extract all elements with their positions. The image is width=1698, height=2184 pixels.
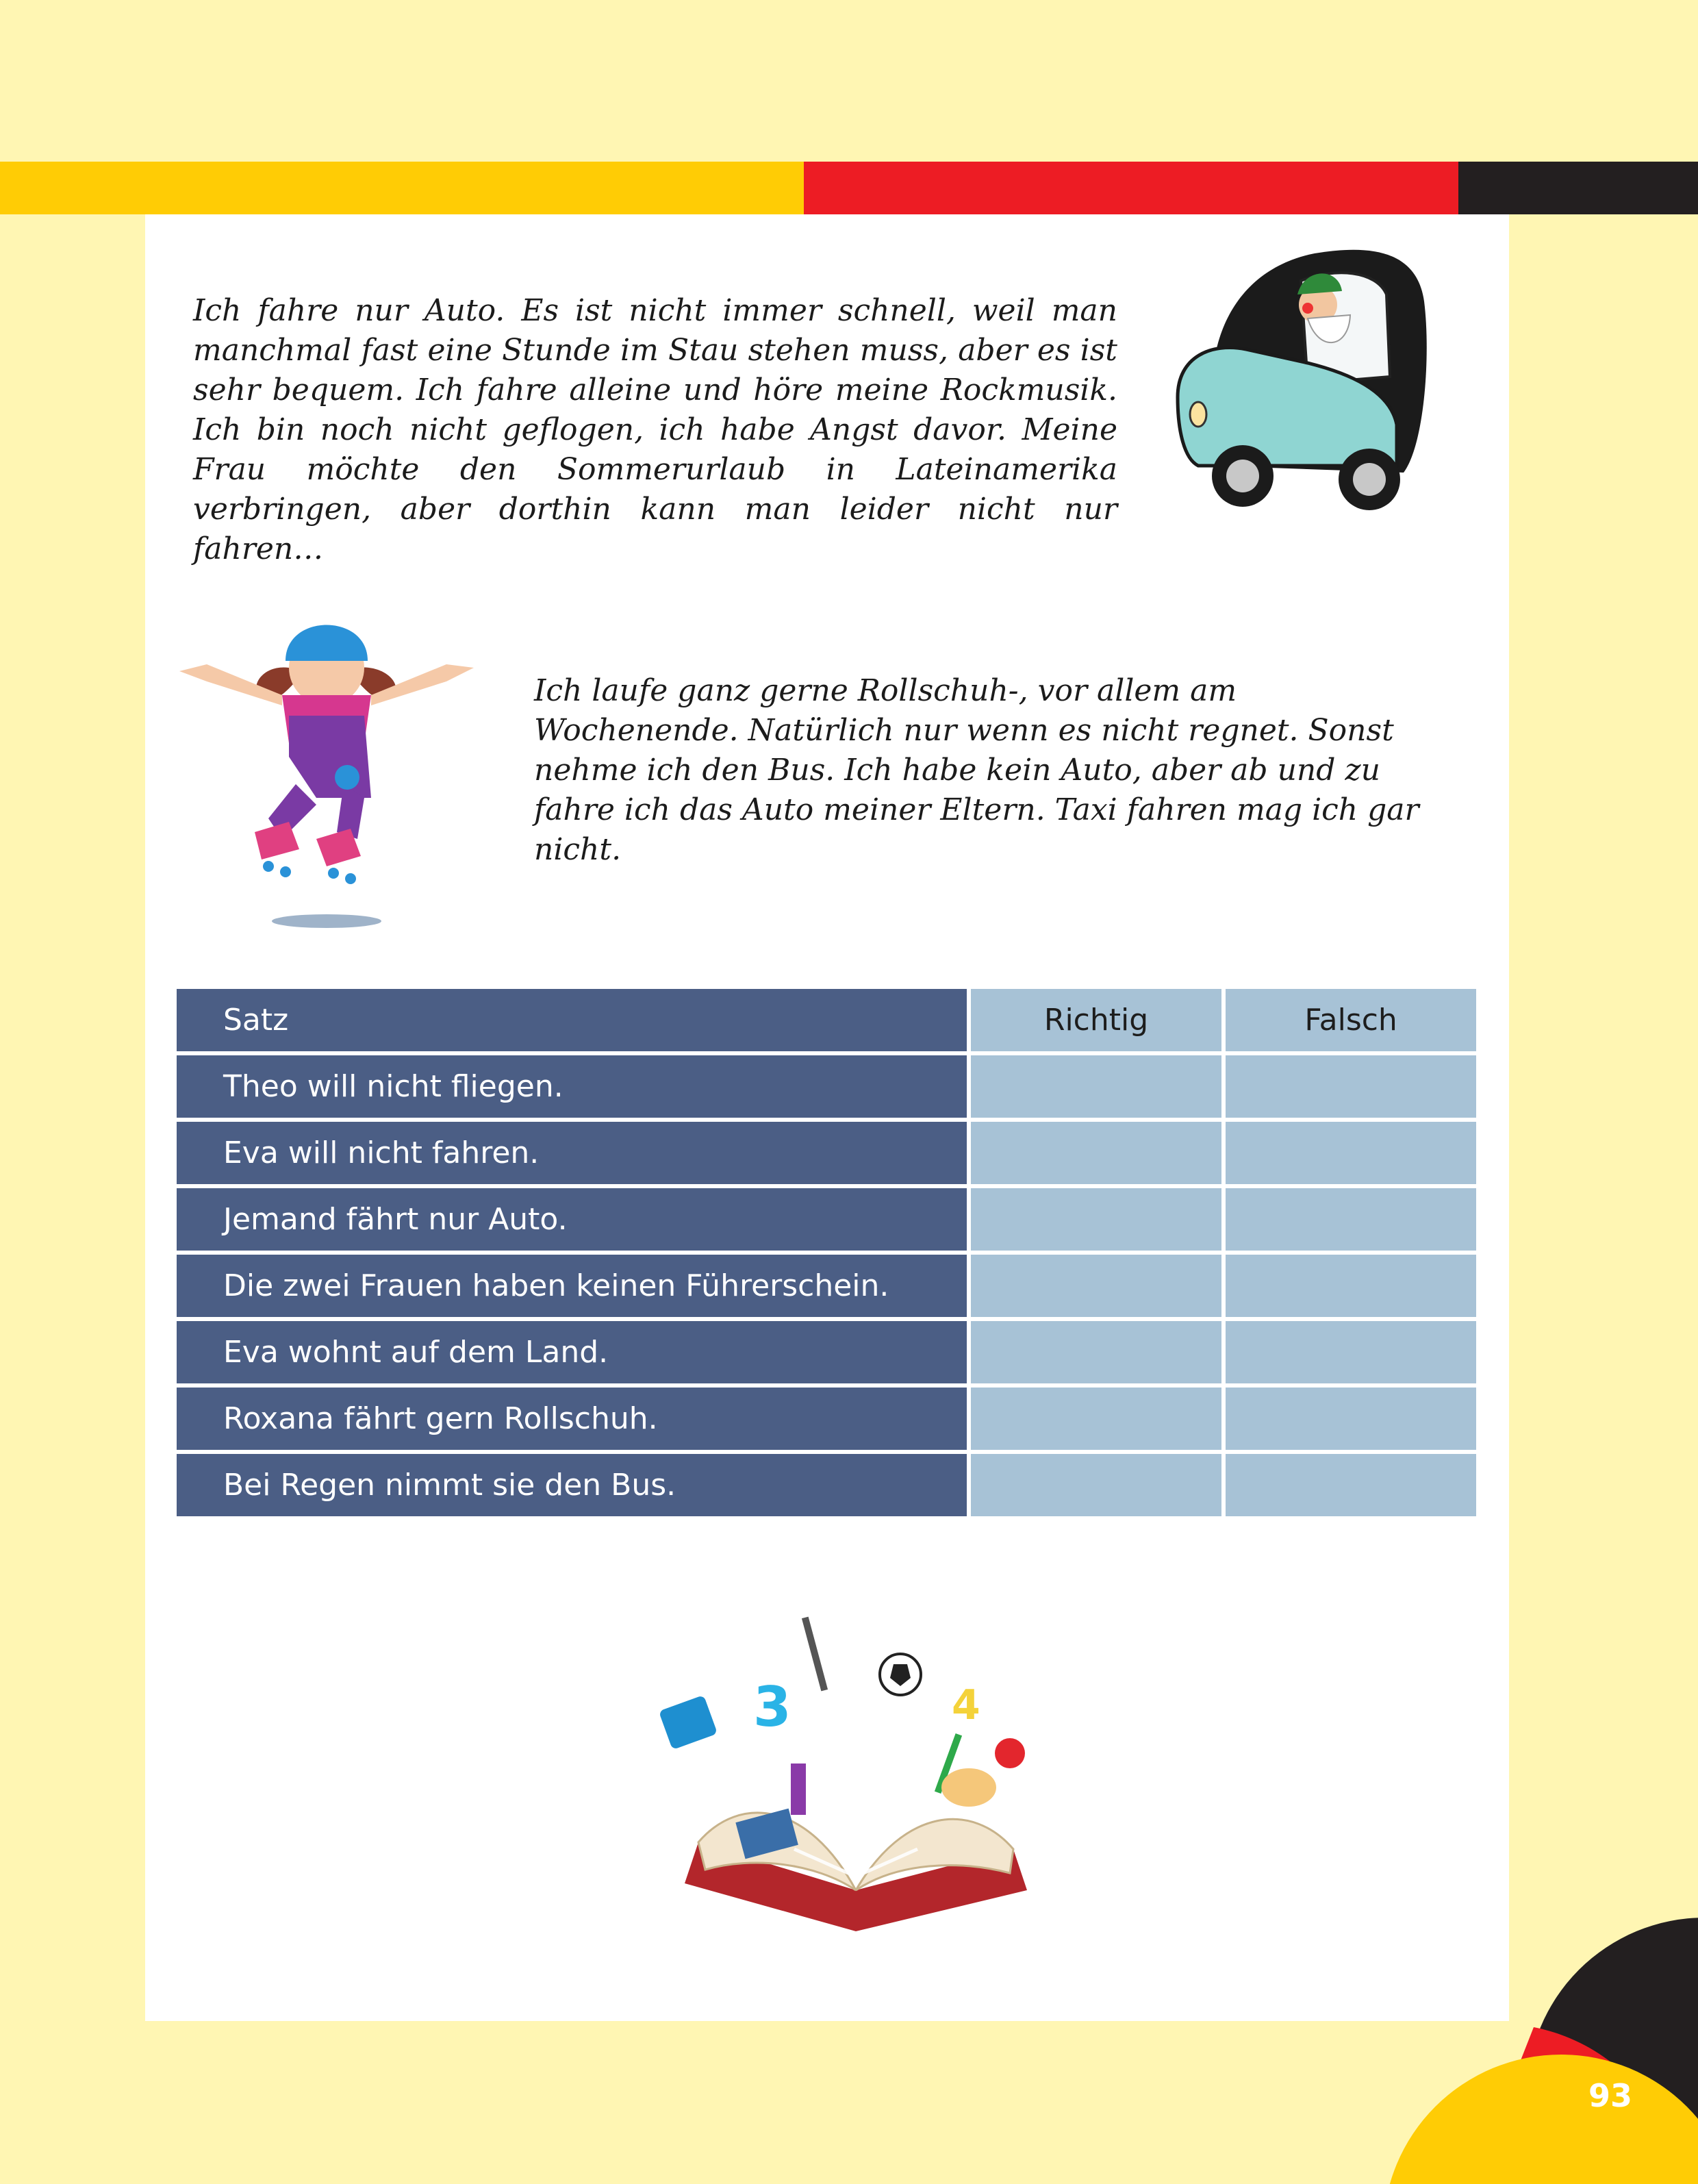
rollerskating-girl-illustration [179,579,487,935]
falsch-answer-cell[interactable] [1226,1321,1476,1383]
table-row [177,1122,1476,1184]
table-row [177,1321,1476,1383]
header-stripe-black [1458,162,1698,214]
header-falsch: Falsch [1226,989,1476,1051]
statement-cell: Die zwei Frauen haben keinen Führerschein. [177,1255,967,1317]
table-row [177,1055,1476,1118]
table-row [177,1255,1476,1317]
statement-cell: Eva will nicht fahren. [177,1122,967,1184]
car-driver-illustration [1171,240,1465,534]
falsch-answer-cell[interactable] [1226,1122,1476,1184]
corner-decoration [1383,1863,1698,2184]
richtig-answer-cell[interactable] [971,1388,1221,1450]
reading-paragraph-roxana: Ich laufe ganz gerne Rollschuh-, vor allem am Wochenende. Natürlich nur wenn es nicht regnet. Sonst nehme ich den Bus. Ich habe kein Auto, aber ab und zu fahre ich das Auto meiner Eltern. Taxi fahren mag ich gar nicht. [534,673,1419,867]
true-false-table [173,985,1480,1520]
statement-cell: Jemand fährt nur Auto. [177,1188,967,1251]
statement-cell: Bei Regen nimmt sie den Bus. [177,1454,967,1516]
statement-cell: Eva wohnt auf dem Land. [177,1321,967,1383]
svg-text:3: 3 [753,1675,791,1739]
header-richtig: Richtig [971,989,1221,1051]
svg-text:4: 4 [952,1681,980,1729]
open-book-school-supplies-illustration [657,1589,1054,1952]
falsch-answer-cell[interactable] [1226,1188,1476,1251]
table-header-row [177,989,1476,1051]
header-stripe-red [804,162,1458,214]
falsch-answer-cell[interactable] [1226,1255,1476,1317]
statement-cell: Theo will nicht fliegen. [177,1055,967,1118]
statement-cell: Roxana fährt gern Rollschuh. [177,1388,967,1450]
richtig-answer-cell[interactable] [971,1188,1221,1251]
richtig-answer-cell[interactable] [971,1122,1221,1184]
table-row [177,1188,1476,1251]
table-row [177,1454,1476,1516]
table-row [177,1388,1476,1450]
falsch-answer-cell[interactable] [1226,1388,1476,1450]
richtig-answer-cell[interactable] [971,1321,1221,1383]
richtig-answer-cell[interactable] [971,1454,1221,1516]
header-satz: Satz [177,989,967,1051]
falsch-answer-cell[interactable] [1226,1454,1476,1516]
falsch-answer-cell[interactable] [1226,1055,1476,1118]
richtig-answer-cell[interactable] [971,1055,1221,1118]
page-number: 93 [1588,2077,1633,2114]
header-stripe-yellow [0,162,804,214]
richtig-answer-cell[interactable] [971,1255,1221,1317]
reading-paragraph-theo: Ich fahre nur Auto. Es ist nicht immer schnell, weil man manchmal fast eine Stunde im Stau stehen muss, aber es ist sehr bequem. Ich fahre alleine und höre meine Rockmusik. Ich bin noch nicht geflogen, ich habe Angst davor. Meine Frau möchte den Sommerurlaub in Lateinamerika verbringen, aber dorthin kann man leider nicht nur fahren… [193,293,1117,566]
